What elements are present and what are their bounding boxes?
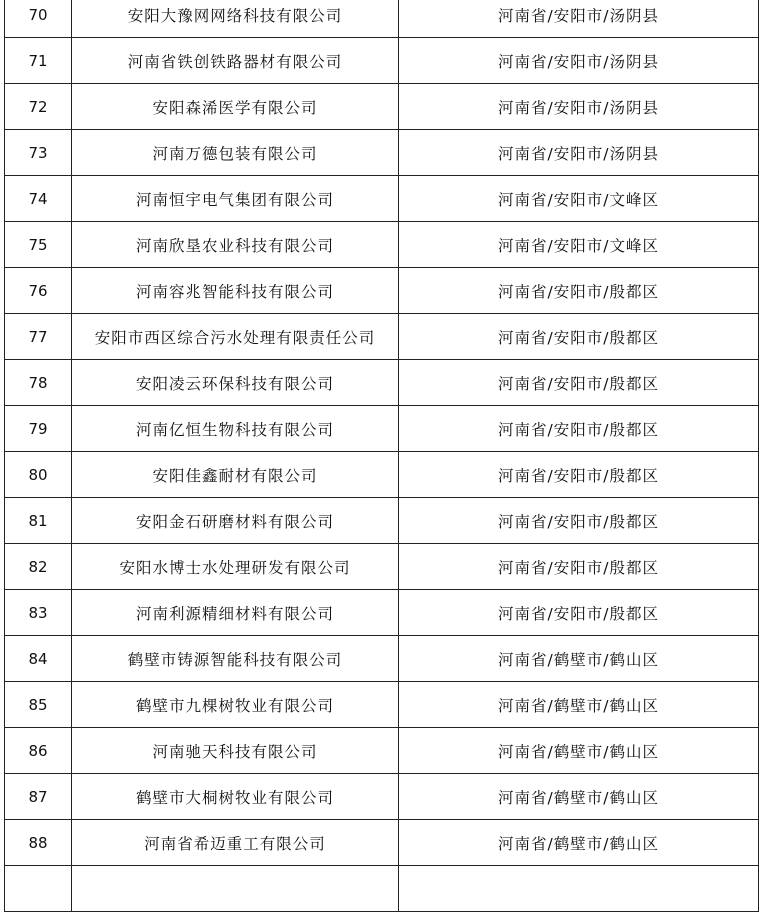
company-name-cell: 安阳大豫网网络科技有限公司 (72, 0, 399, 38)
region-cell: 河南省/安阳市/殷都区 (399, 498, 759, 544)
company-name-cell: 安阳金石研磨材料有限公司 (72, 498, 399, 544)
region-cell: 河南省/安阳市/殷都区 (399, 544, 759, 590)
row-number-cell: 80 (5, 452, 72, 498)
company-name-cell: 河南利源精细材料有限公司 (72, 590, 399, 636)
region-cell: 河南省/安阳市/殷都区 (399, 406, 759, 452)
row-number-cell: 78 (5, 360, 72, 406)
row-number-cell: 73 (5, 130, 72, 176)
table-row (5, 406, 759, 452)
region-cell: 河南省/安阳市/汤阴县 (399, 84, 759, 130)
table-row (5, 176, 759, 222)
table-row (5, 544, 759, 590)
table-row (5, 360, 759, 406)
company-name-cell (72, 866, 399, 912)
company-name-cell: 河南省铁创铁路器材有限公司 (72, 38, 399, 84)
region-cell (399, 866, 759, 912)
region-cell: 河南省/安阳市/文峰区 (399, 222, 759, 268)
table-row (5, 84, 759, 130)
row-number-cell: 74 (5, 176, 72, 222)
region-cell: 河南省/安阳市/殷都区 (399, 590, 759, 636)
region-cell: 河南省/安阳市/殷都区 (399, 452, 759, 498)
company-name-cell: 河南欣垦农业科技有限公司 (72, 222, 399, 268)
row-number-cell: 86 (5, 728, 72, 774)
row-number-cell: 70 (5, 0, 72, 38)
table-row (5, 728, 759, 774)
table-row (5, 222, 759, 268)
region-cell: 河南省/安阳市/汤阴县 (399, 0, 759, 38)
company-list-table-container (4, 0, 757, 912)
table-row (5, 774, 759, 820)
row-number-cell: 84 (5, 636, 72, 682)
region-cell: 河南省/鹤壁市/鹤山区 (399, 682, 759, 728)
row-number-cell: 87 (5, 774, 72, 820)
row-number-cell: 85 (5, 682, 72, 728)
table-row (5, 590, 759, 636)
company-name-cell: 鹤壁市九棵树牧业有限公司 (72, 682, 399, 728)
table-row (5, 866, 759, 912)
table-row (5, 314, 759, 360)
region-cell: 河南省/鹤壁市/鹤山区 (399, 636, 759, 682)
row-number-cell: 81 (5, 498, 72, 544)
company-name-cell: 鹤壁市大桐树牧业有限公司 (72, 774, 399, 820)
table-row (5, 268, 759, 314)
region-cell: 河南省/安阳市/殷都区 (399, 360, 759, 406)
company-name-cell: 安阳凌云环保科技有限公司 (72, 360, 399, 406)
row-number-cell: 72 (5, 84, 72, 130)
region-cell: 河南省/安阳市/殷都区 (399, 268, 759, 314)
row-number-cell: 71 (5, 38, 72, 84)
company-name-cell: 安阳佳鑫耐材有限公司 (72, 452, 399, 498)
region-cell: 河南省/安阳市/汤阴县 (399, 38, 759, 84)
company-name-cell: 鹤壁市铸源智能科技有限公司 (72, 636, 399, 682)
row-number-cell: 83 (5, 590, 72, 636)
table-row (5, 820, 759, 866)
region-cell: 河南省/鹤壁市/鹤山区 (399, 774, 759, 820)
row-number-cell: 82 (5, 544, 72, 590)
row-number-cell: 79 (5, 406, 72, 452)
table-row (5, 498, 759, 544)
table-row (5, 452, 759, 498)
company-name-cell: 河南容兆智能科技有限公司 (72, 268, 399, 314)
table-row (5, 0, 759, 38)
company-name-cell: 河南省希迈重工有限公司 (72, 820, 399, 866)
table-row (5, 38, 759, 84)
region-cell: 河南省/安阳市/汤阴县 (399, 130, 759, 176)
table-row (5, 130, 759, 176)
region-cell: 河南省/鹤壁市/鹤山区 (399, 728, 759, 774)
region-cell: 河南省/安阳市/文峰区 (399, 176, 759, 222)
row-number-cell: 77 (5, 314, 72, 360)
company-name-cell: 河南驰天科技有限公司 (72, 728, 399, 774)
row-number-cell: 76 (5, 268, 72, 314)
row-number-cell (5, 866, 72, 912)
table-row (5, 636, 759, 682)
company-name-cell: 安阳市西区综合污水处理有限责任公司 (72, 314, 399, 360)
company-list-table (4, 0, 759, 912)
region-cell: 河南省/安阳市/殷都区 (399, 314, 759, 360)
company-name-cell: 安阳森浠医学有限公司 (72, 84, 399, 130)
table-body (5, 0, 759, 912)
table-row (5, 682, 759, 728)
row-number-cell: 75 (5, 222, 72, 268)
company-name-cell: 安阳水博士水处理研发有限公司 (72, 544, 399, 590)
company-name-cell: 河南恒宇电气集团有限公司 (72, 176, 399, 222)
region-cell: 河南省/鹤壁市/鹤山区 (399, 820, 759, 866)
company-name-cell: 河南亿恒生物科技有限公司 (72, 406, 399, 452)
row-number-cell: 88 (5, 820, 72, 866)
company-name-cell: 河南万德包装有限公司 (72, 130, 399, 176)
